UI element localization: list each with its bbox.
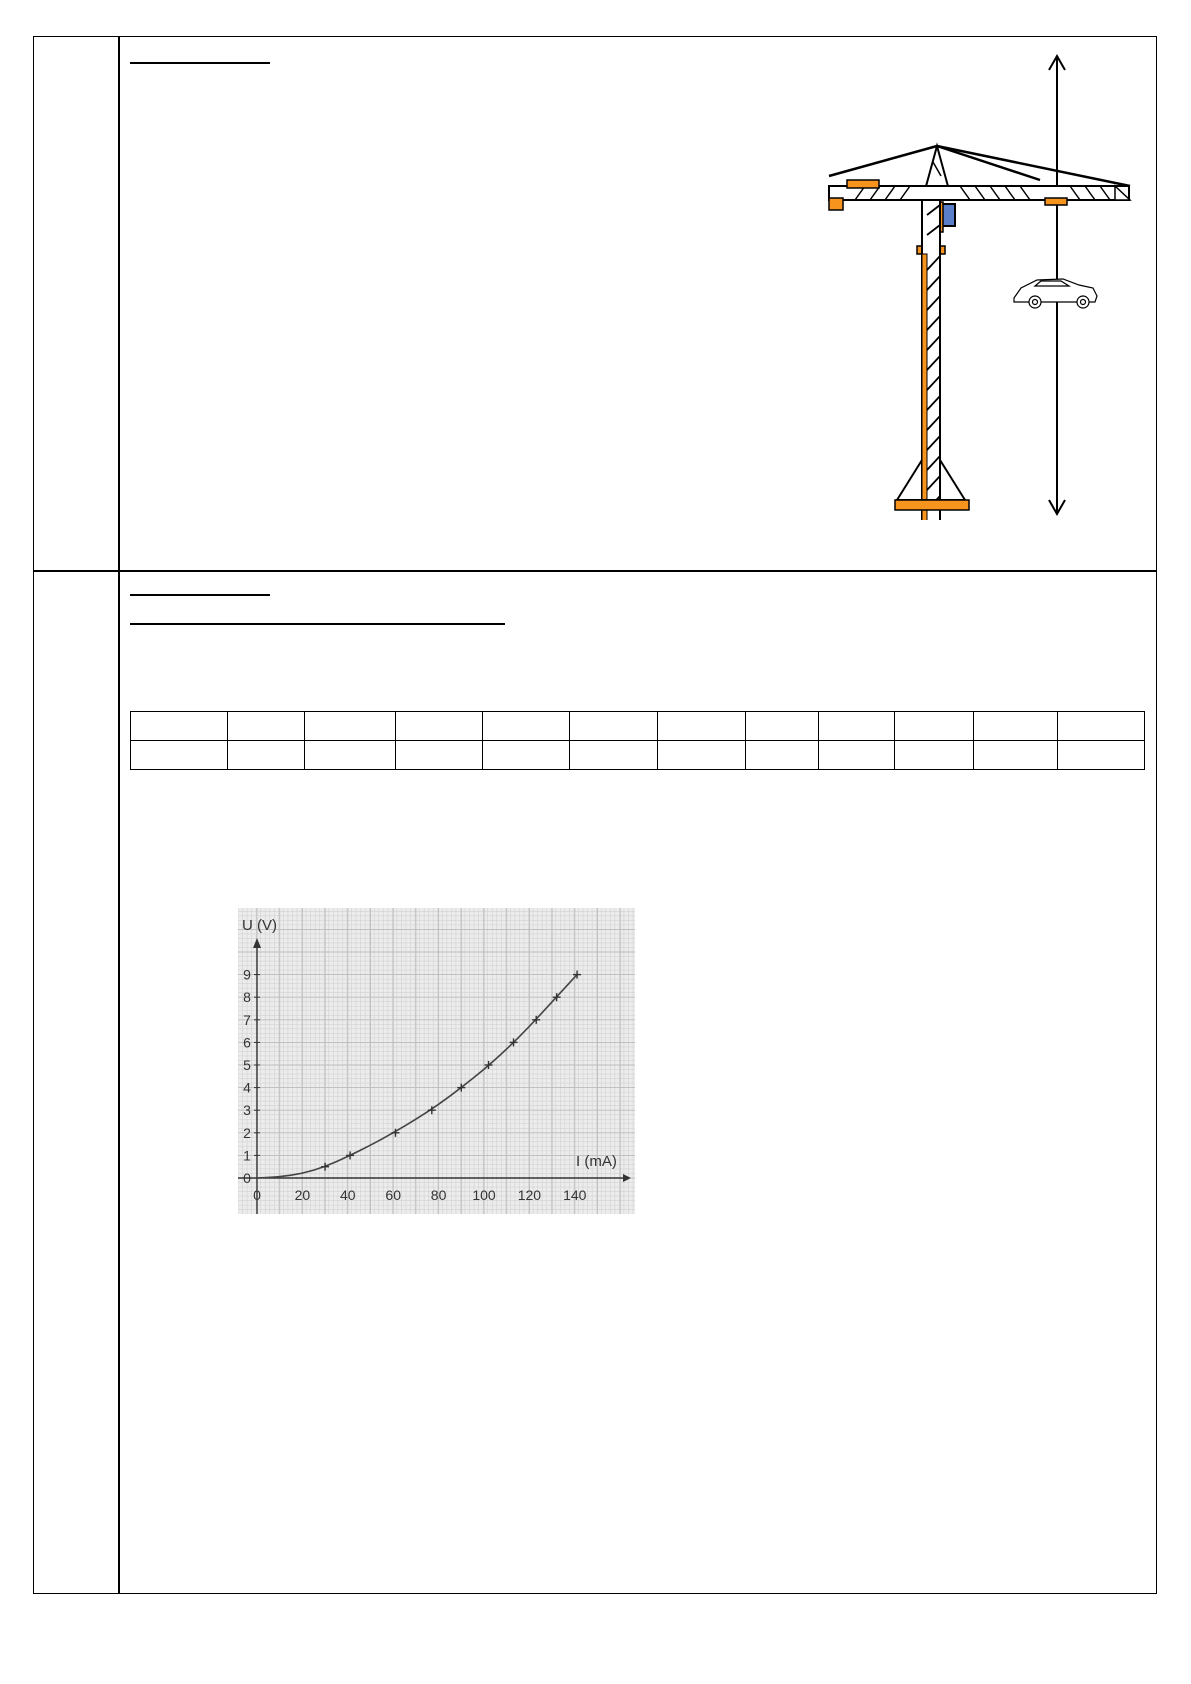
table-cell [745,712,818,741]
x-tick-label: 140 [563,1187,587,1203]
x-axis-label: I (mA) [576,1153,617,1170]
table-cell [745,741,818,770]
table-row [131,712,1145,741]
table-cell [482,741,569,770]
car-illustration [1014,279,1097,308]
y-tick-label: 3 [243,1102,251,1119]
y-tick-label: 9 [243,966,251,983]
y-tick-label: 2 [243,1124,251,1141]
exercise-2-title-underline [130,594,270,596]
table-cell [894,712,973,741]
table-cell [131,741,228,770]
measurement-table [130,711,1145,770]
voltage-current-graph [238,908,635,1214]
table-cell [304,741,395,770]
crane-trolley [1045,198,1067,205]
crane-foundation [895,500,969,510]
y-tick-label: 6 [243,1034,251,1051]
table-cell [395,712,482,741]
row-divider [33,570,1157,572]
x-tick-label: 120 [517,1187,542,1203]
x-tick-label: 60 [385,1187,401,1203]
table-cell [395,741,482,770]
table-cell [657,741,745,770]
counterweight-top [847,180,879,188]
table-cell [227,712,304,741]
crane-svg [825,50,1145,520]
chart-svg [238,908,635,1214]
table-cell [657,712,745,741]
table-cell [569,741,657,770]
y-axis-label: U (V) [242,917,277,934]
y-tick-label: 5 [243,1057,251,1073]
table-cell [894,741,973,770]
table-cell [482,712,569,741]
number-column-divider [118,36,120,1594]
y-tick-label: 0 [243,1170,251,1186]
y-tick-label: 8 [243,989,251,1006]
y-tick-label: 4 [243,1079,251,1096]
table-cell [131,712,228,741]
exercise-2-subtitle-underline [130,623,505,625]
y-tick-label: 1 [243,1147,251,1164]
exercise-1-title-underline [130,62,270,64]
table-cell [818,712,894,741]
crane-mast [922,200,940,520]
x-tick-label: 20 [294,1187,311,1203]
crane-illustration [825,50,1145,520]
table-cell [973,712,1057,741]
table-cell [304,712,395,741]
table-cell [973,741,1057,770]
table-cell [1057,741,1144,770]
x-tick-label: 40 [340,1187,356,1203]
x-tick-label: 0 [253,1187,261,1203]
y-tick-label: 7 [243,1011,251,1028]
table-cell [569,712,657,741]
table-cell [227,741,304,770]
table-row [131,741,1145,770]
x-tick-label: 100 [472,1187,496,1203]
x-tick-label: 80 [430,1187,447,1203]
table-cell [1057,712,1144,741]
table-cell [818,741,894,770]
counterweight [829,198,843,210]
